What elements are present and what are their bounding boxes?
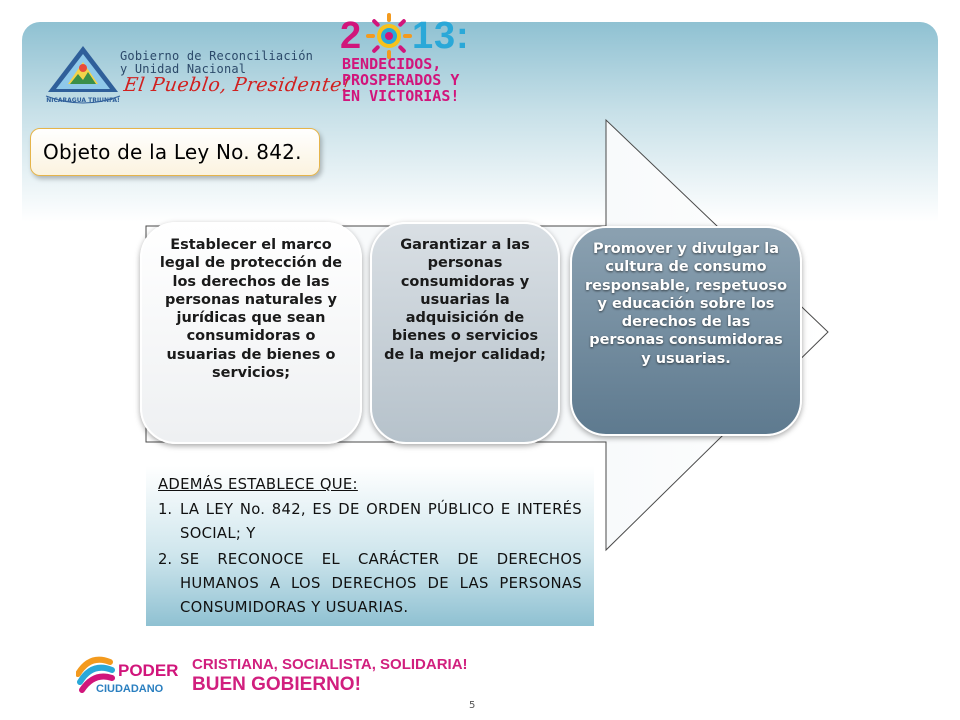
year-digit-1: 1: [412, 15, 434, 57]
page-number: 5: [469, 700, 476, 711]
provision-text: LA LEY No. 842, ES DE ORDEN PÚBLICO E INTERÉS SOCIAL; Y: [180, 501, 582, 542]
objective-card-3-text: Promover y divulgar la cultura de consumo responsable, respetuoso y educación sobre los derechos de las personas consumidoras y usuarias.: [584, 241, 788, 367]
page-title: Objeto de la Ley No. 842.: [43, 140, 302, 164]
government-name-line-2: y Unidad Nacional: [120, 62, 247, 76]
year-digit-2: 2: [340, 15, 362, 57]
additional-provisions-box: [146, 466, 594, 626]
objective-card-1-text: Establecer el marco legal de protección de los derechos de las personas naturales y jurídicas que sean consumidoras o usuarias de bienes o servicios;: [159, 237, 343, 382]
poder-ciudadano-logo: [76, 652, 184, 696]
provision-item-2: [158, 548, 582, 620]
poder-logo-line-2: CIUDADANO: [96, 683, 164, 695]
title-box: [30, 128, 320, 176]
provisions-list: [158, 498, 582, 620]
footer-slogan-line-1: CRISTIANA, SOCIALISTA, SOLIDARIA!: [192, 656, 468, 673]
year-slogan-line-2: PROSPERADOS Y: [342, 71, 460, 89]
year-digit-3: 3: [434, 15, 456, 57]
objective-card-2-text: Garantizar a las personas consumidoras y usuarias la adquisición de bienes o servicios de la mejor calidad;: [384, 237, 546, 363]
objective-card-3: [570, 226, 802, 436]
poder-logo-line-1: PODER: [118, 661, 179, 680]
objective-card-1: [140, 222, 362, 444]
year-slogan-line-3: EN VICTORIAS!: [342, 87, 460, 105]
gov-logo-text: NICARAGUA TRIUNFA!: [46, 97, 120, 104]
provision-text: SE RECONOCE EL CARÁCTER DE DERECHOS HUMANOS A LOS DERECHOS DE LAS PERSONAS CONSUMIDORAS Y USUARIAS.: [180, 551, 582, 616]
objective-card-2: [370, 222, 560, 444]
provision-number: 1.: [158, 501, 173, 518]
footer-slogan-line-2: BUEN GOBIERNO!: [192, 674, 361, 695]
provision-item-1: [158, 498, 582, 546]
year-slogan-line-1: BENDECIDOS,: [342, 55, 442, 73]
additional-provisions-heading: ADEMÁS ESTABLECE QUE:: [158, 476, 358, 493]
government-slogan: El Pueblo, Presidente!: [122, 74, 352, 96]
year-colon: :: [456, 15, 469, 57]
government-name-line-1: Gobierno de Reconciliación: [120, 49, 314, 63]
provision-number: 2.: [158, 551, 173, 568]
